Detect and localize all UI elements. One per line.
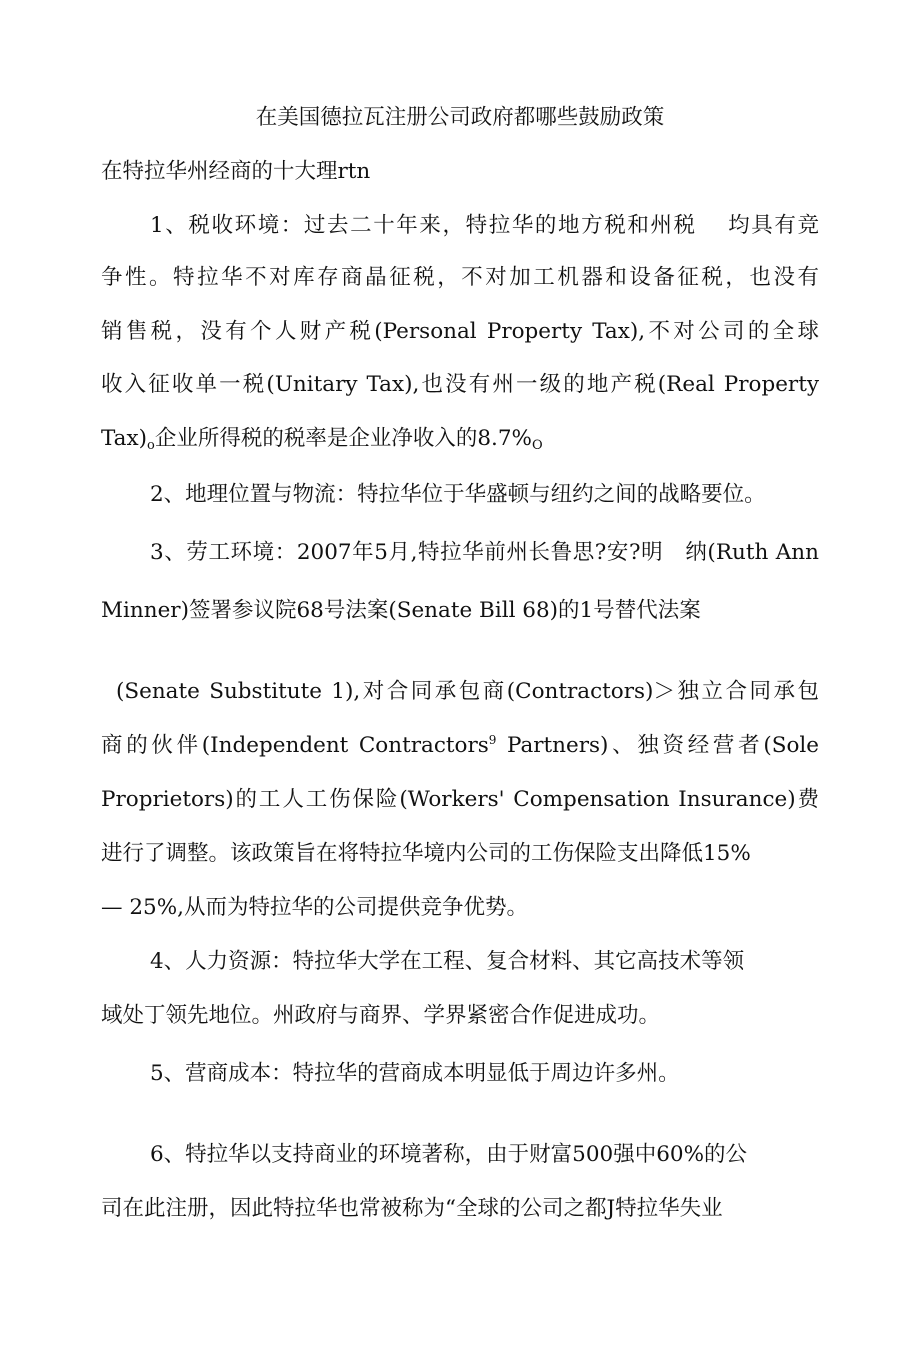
text-run: 商的伙伴(Independent Contractors bbox=[101, 733, 489, 758]
text-run: 企业所得税的税率是企业净收入的8.7% bbox=[154, 426, 532, 451]
paragraph-line: 销售税，没有个人财产税(Personal Property Tax),不对公司的全球 bbox=[101, 319, 819, 344]
paragraph-line bbox=[101, 732, 819, 760]
paragraph-line: 5、营商成本：特拉华的营商成本明显低于周边许多州。 bbox=[150, 1061, 680, 1086]
paragraph-line: 进行了调整。该政策旨在将特拉华境内公司的工伤保险支出降低15% bbox=[101, 841, 751, 866]
paragraph-line: (Senate Substitute 1),对合同承包商(Contractors)＞独立合同承包 bbox=[116, 679, 819, 704]
paragraph-line: 4、人力资源：特拉华大学在工程、复合材料、其它高技术等领 bbox=[150, 949, 745, 974]
paragraph-line: 6、特拉华以支持商业的环境著称，由于财富500强中60%的公 bbox=[150, 1142, 748, 1167]
text-run: 9 bbox=[488, 733, 497, 747]
paragraph-line bbox=[101, 425, 920, 453]
text-run: Partners)、独资经营者(Sole bbox=[496, 733, 819, 758]
text-run: o bbox=[147, 438, 155, 453]
paragraph-line: 1、税收环境：过去二十年来，特拉华的地方税和州税 均具有竞 bbox=[150, 213, 819, 238]
paragraph-line: Proprietors)的工人工伤保险(Workers' Compensation Insurance)费 bbox=[101, 787, 819, 812]
document-title: 在美国德拉瓦注册公司政府都哪些鼓励政策 bbox=[255, 105, 665, 130]
paragraph-line: 争性。特拉华不对库存商晶征税，不对加工机器和设备征税，也没有 bbox=[101, 265, 819, 290]
paragraph-line: 3、劳工环境：2007年5月,特拉华前州长鲁思?安?明 纳(Ruth Ann bbox=[150, 540, 819, 565]
paragraph-line: 司在此注册，因此特拉华也常被称为“全球的公司之都J特拉华失业 bbox=[101, 1196, 723, 1221]
document-subtitle: 在特拉华州经商的十大理rtn bbox=[101, 159, 371, 184]
paragraph-line: 2、地理位置与物流：特拉华位于华盛顿与纽约之间的战略要位。 bbox=[150, 482, 766, 507]
paragraph-line: — 25%,从而为特拉华的公司提供竞争优势。 bbox=[101, 895, 528, 920]
paragraph-line: Minner)签署参议院68号法案(Senate Bill 68)的1号替代法案 bbox=[101, 598, 701, 623]
paragraph-line: 收入征收单一税(Unitary Tax),也没有州一级的地产税(Real Property bbox=[101, 372, 819, 397]
paragraph-line: 域处丁领先地位。州政府与商界、学界紧密合作促进成功。 bbox=[101, 1003, 661, 1028]
text-run: Tax) bbox=[101, 426, 148, 451]
text-run: O bbox=[531, 438, 543, 453]
